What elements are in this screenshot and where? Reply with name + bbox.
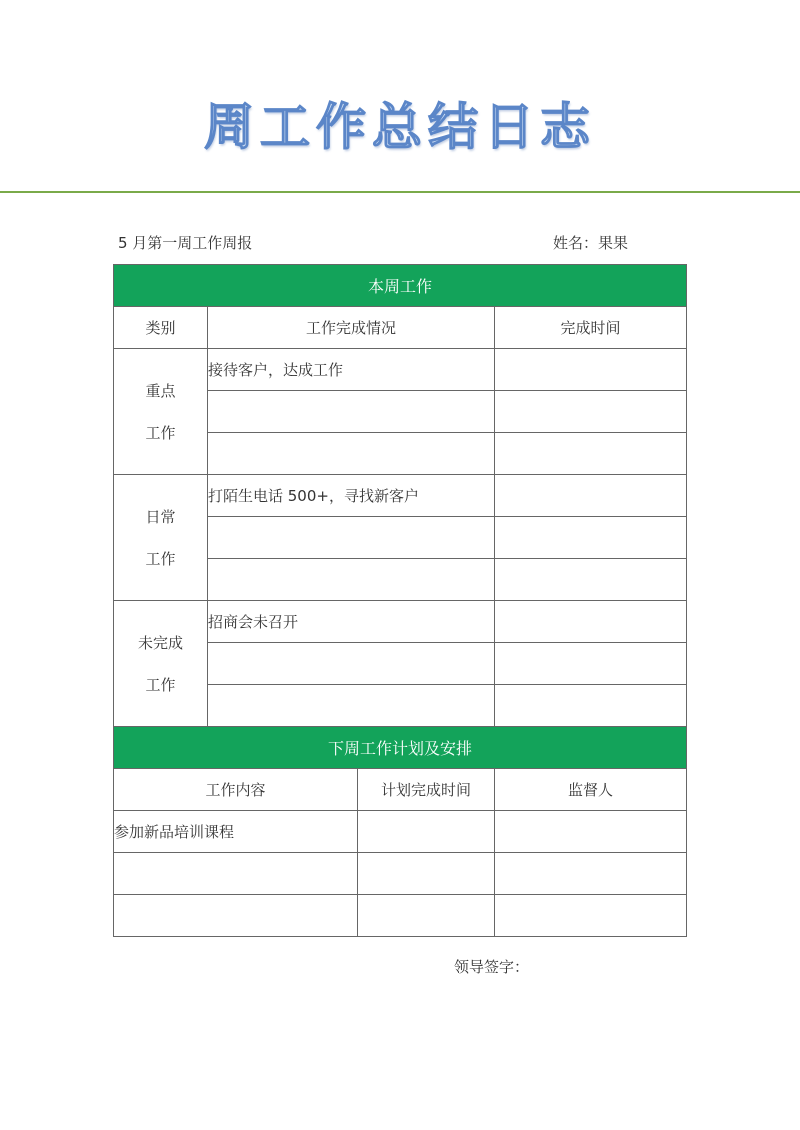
plan-content-cell[interactable]: 参加新品培训课程	[114, 811, 358, 853]
column-header-category: 类别	[114, 307, 208, 349]
this-week-section-title: 本周工作	[114, 265, 687, 307]
table-row	[114, 601, 687, 643]
weekly-report-table	[113, 264, 687, 937]
task-cell[interactable]	[208, 517, 495, 559]
category-line: 工作	[145, 675, 176, 694]
time-cell[interactable]	[495, 475, 687, 517]
table-row	[114, 349, 687, 391]
table-row	[114, 811, 687, 853]
table-row	[114, 853, 687, 895]
category-line: 工作	[145, 549, 176, 568]
time-cell[interactable]	[495, 433, 687, 475]
time-cell[interactable]	[495, 685, 687, 727]
next-week-header-row	[114, 727, 687, 769]
time-cell[interactable]	[495, 349, 687, 391]
plan-deadline-cell[interactable]	[358, 895, 495, 937]
time-cell[interactable]	[495, 601, 687, 643]
plan-content-cell[interactable]	[114, 895, 358, 937]
next-week-section-title: 下周工作计划及安排	[114, 727, 687, 769]
category-unfinished-work	[114, 601, 208, 727]
plan-supervisor-cell[interactable]	[495, 811, 687, 853]
document-title: 周工作总结日志	[204, 97, 596, 156]
category-key-work	[114, 349, 208, 475]
plan-content-cell[interactable]	[114, 853, 358, 895]
task-cell[interactable]: 打陌生电话 500+，寻找新客户	[208, 475, 495, 517]
category-daily-work	[114, 475, 208, 601]
column-header-supervisor: 监督人	[495, 769, 687, 811]
plan-deadline-cell[interactable]	[358, 853, 495, 895]
category-line: 未完成	[137, 633, 183, 652]
time-cell[interactable]	[495, 391, 687, 433]
task-cell[interactable]	[208, 559, 495, 601]
column-header-content: 工作内容	[114, 769, 358, 811]
column-header-time: 完成时间	[495, 307, 687, 349]
column-header-completion: 工作完成情况	[208, 307, 495, 349]
task-cell[interactable]	[208, 433, 495, 475]
title-divider	[0, 191, 800, 193]
this-week-header-row	[114, 265, 687, 307]
category-line: 工作	[145, 423, 176, 442]
plan-deadline-cell[interactable]	[358, 811, 495, 853]
leader-signature-label: 领导签字：	[454, 958, 530, 976]
next-week-column-headers	[114, 769, 687, 811]
category-line: 日常	[145, 507, 176, 526]
time-cell[interactable]	[495, 517, 687, 559]
time-cell[interactable]	[495, 643, 687, 685]
plan-supervisor-cell[interactable]	[495, 853, 687, 895]
table-row	[114, 895, 687, 937]
task-cell[interactable]: 接待客户，达成工作	[208, 349, 495, 391]
task-cell[interactable]: 招商会未召开	[208, 601, 495, 643]
task-cell[interactable]	[208, 391, 495, 433]
task-cell[interactable]	[208, 643, 495, 685]
name-label: 姓名：果果	[553, 234, 629, 252]
week-label: 5 月第一周工作周报	[118, 234, 253, 252]
table-row	[114, 475, 687, 517]
time-cell[interactable]	[495, 559, 687, 601]
this-week-column-headers	[114, 307, 687, 349]
column-header-deadline: 计划完成时间	[358, 769, 495, 811]
plan-supervisor-cell[interactable]	[495, 895, 687, 937]
task-cell[interactable]	[208, 685, 495, 727]
category-line: 重点	[145, 381, 176, 400]
